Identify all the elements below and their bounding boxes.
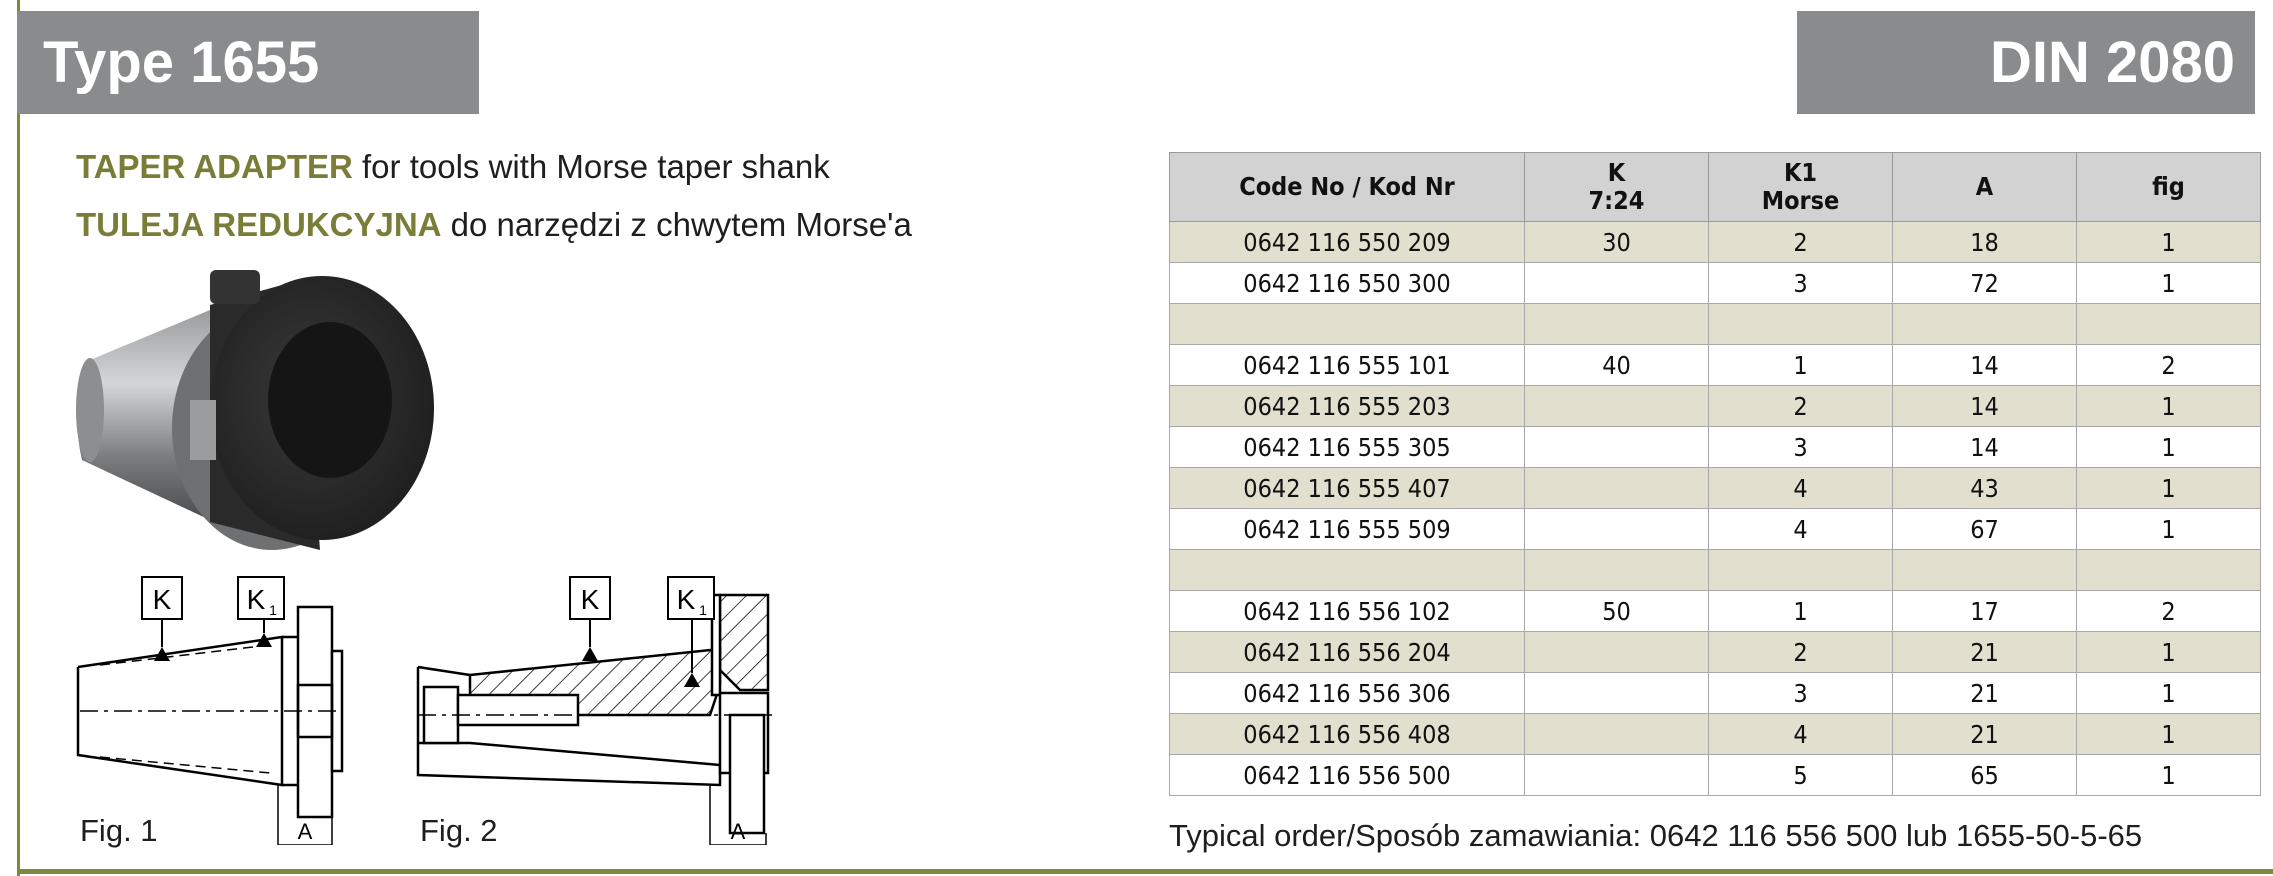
header-code: Code No / Kod Nr xyxy=(1170,153,1525,222)
cell-a: 14 xyxy=(1893,427,2077,468)
table-row xyxy=(1170,755,2261,796)
cell-k xyxy=(1525,509,1709,550)
specification-table xyxy=(1169,152,2261,796)
cell-code: 0642 116 556 306 xyxy=(1170,673,1525,714)
table-row xyxy=(1170,468,2261,509)
header-k1 xyxy=(1709,153,1893,222)
cell-fig: 2 xyxy=(2077,345,2261,386)
cell-fig: 1 xyxy=(2077,222,2261,263)
table-row xyxy=(1170,304,2261,345)
cell-code: 0642 116 556 408 xyxy=(1170,714,1525,755)
figure-1-drawing xyxy=(60,575,360,845)
cell-k1 xyxy=(1709,304,1893,345)
cell-k: 40 xyxy=(1525,345,1709,386)
cell-k xyxy=(1525,550,1709,591)
cell-code: 0642 116 555 509 xyxy=(1170,509,1525,550)
header-k-line1: K xyxy=(1607,158,1626,187)
cell-a xyxy=(1893,304,2077,345)
product-photo xyxy=(60,250,500,560)
cell-k1: 2 xyxy=(1709,222,1893,263)
cell-k xyxy=(1525,673,1709,714)
fig1-k1-label: K xyxy=(246,584,266,615)
table-row xyxy=(1170,345,2261,386)
cell-k xyxy=(1525,386,1709,427)
header-k xyxy=(1525,153,1709,222)
cell-a: 17 xyxy=(1893,591,2077,632)
frame-bottom-rule xyxy=(17,869,2273,874)
cell-a: 43 xyxy=(1893,468,2077,509)
table-row xyxy=(1170,263,2261,304)
table-row xyxy=(1170,386,2261,427)
table-header-row xyxy=(1170,153,2261,222)
cell-k xyxy=(1525,755,1709,796)
header-k1-line2: Morse xyxy=(1761,186,1840,215)
cell-k1: 3 xyxy=(1709,427,1893,468)
cell-code: 0642 116 550 300 xyxy=(1170,263,1525,304)
cell-a: 67 xyxy=(1893,509,2077,550)
cell-k1: 3 xyxy=(1709,673,1893,714)
frame-left-rule xyxy=(17,0,20,876)
cell-fig: 1 xyxy=(2077,468,2261,509)
cell-code xyxy=(1170,304,1525,345)
header-fig: fig xyxy=(2077,153,2261,222)
cell-code: 0642 116 556 500 xyxy=(1170,755,1525,796)
cell-k1: 4 xyxy=(1709,714,1893,755)
cell-code: 0642 116 555 203 xyxy=(1170,386,1525,427)
description-english xyxy=(76,148,830,186)
fig2-a-label: A xyxy=(730,819,746,844)
cell-a: 65 xyxy=(1893,755,2077,796)
cell-fig: 2 xyxy=(2077,591,2261,632)
cell-k1: 4 xyxy=(1709,509,1893,550)
description-english-title: TAPER ADAPTER xyxy=(76,148,353,185)
cell-a: 21 xyxy=(1893,714,2077,755)
cell-a: 14 xyxy=(1893,345,2077,386)
cell-k xyxy=(1525,263,1709,304)
cell-fig: 1 xyxy=(2077,714,2261,755)
fig2-k-label: K xyxy=(580,584,600,615)
fig2-k1-subscript: 1 xyxy=(699,602,707,618)
cell-k: 30 xyxy=(1525,222,1709,263)
cell-fig xyxy=(2077,550,2261,591)
cell-k1: 4 xyxy=(1709,468,1893,509)
table-body xyxy=(1170,222,2261,796)
cell-a: 14 xyxy=(1893,386,2077,427)
cell-fig: 1 xyxy=(2077,509,2261,550)
cell-fig: 1 xyxy=(2077,632,2261,673)
cell-k1: 2 xyxy=(1709,386,1893,427)
cell-fig: 1 xyxy=(2077,427,2261,468)
description-polish-title: TULEJA REDUKCYJNA xyxy=(76,206,442,243)
type-header: Type 1655 xyxy=(17,11,479,114)
cell-code: 0642 116 555 305 xyxy=(1170,427,1525,468)
cell-a: 72 xyxy=(1893,263,2077,304)
cell-k1: 1 xyxy=(1709,345,1893,386)
description-english-text: for tools with Morse taper shank xyxy=(352,148,830,185)
cell-code: 0642 116 555 101 xyxy=(1170,345,1525,386)
header-k1-line1: K1 xyxy=(1783,158,1818,187)
header-k-line2: 7:24 xyxy=(1588,186,1645,215)
figure-1-caption: Fig. 1 xyxy=(80,813,158,848)
table-row xyxy=(1170,222,2261,263)
cell-code: 0642 116 555 407 xyxy=(1170,468,1525,509)
fig1-a-label: A xyxy=(297,819,313,844)
fig2-k1-label: K xyxy=(676,584,696,615)
cell-fig: 1 xyxy=(2077,755,2261,796)
cell-a xyxy=(1893,550,2077,591)
cell-code: 0642 116 550 209 xyxy=(1170,222,1525,263)
description-polish xyxy=(76,206,912,244)
table-row xyxy=(1170,632,2261,673)
table-row xyxy=(1170,714,2261,755)
cell-code xyxy=(1170,550,1525,591)
cell-fig xyxy=(2077,304,2261,345)
cell-k xyxy=(1525,304,1709,345)
cell-fig: 1 xyxy=(2077,673,2261,714)
cell-k xyxy=(1525,427,1709,468)
table-row xyxy=(1170,673,2261,714)
cell-k xyxy=(1525,468,1709,509)
cell-k1: 3 xyxy=(1709,263,1893,304)
cell-a: 21 xyxy=(1893,632,2077,673)
order-note: Typical order/Sposób zamawiania: 0642 116 556 500 lub 1655-50-5-65 xyxy=(1169,818,2143,853)
header-a: A xyxy=(1893,153,2077,222)
fig1-k-label: K xyxy=(152,584,172,615)
cell-k1: 5 xyxy=(1709,755,1893,796)
cell-code: 0642 116 556 102 xyxy=(1170,591,1525,632)
table-row xyxy=(1170,591,2261,632)
cell-fig: 1 xyxy=(2077,263,2261,304)
table-row xyxy=(1170,550,2261,591)
table-row xyxy=(1170,427,2261,468)
cell-k: 50 xyxy=(1525,591,1709,632)
cell-k1: 1 xyxy=(1709,591,1893,632)
cell-k1 xyxy=(1709,550,1893,591)
cell-a: 18 xyxy=(1893,222,2077,263)
description-polish-text: do narzędzi z chwytem Morse'a xyxy=(441,206,912,243)
cell-k xyxy=(1525,632,1709,673)
table-row xyxy=(1170,509,2261,550)
cell-code: 0642 116 556 204 xyxy=(1170,632,1525,673)
fig1-k1-subscript: 1 xyxy=(269,602,277,618)
cell-k xyxy=(1525,714,1709,755)
standard-header: DIN 2080 xyxy=(1797,11,2255,114)
figure-2-caption: Fig. 2 xyxy=(420,813,498,848)
cell-k1: 2 xyxy=(1709,632,1893,673)
figure-2-drawing xyxy=(410,575,780,845)
cell-a: 21 xyxy=(1893,673,2077,714)
cell-fig: 1 xyxy=(2077,386,2261,427)
